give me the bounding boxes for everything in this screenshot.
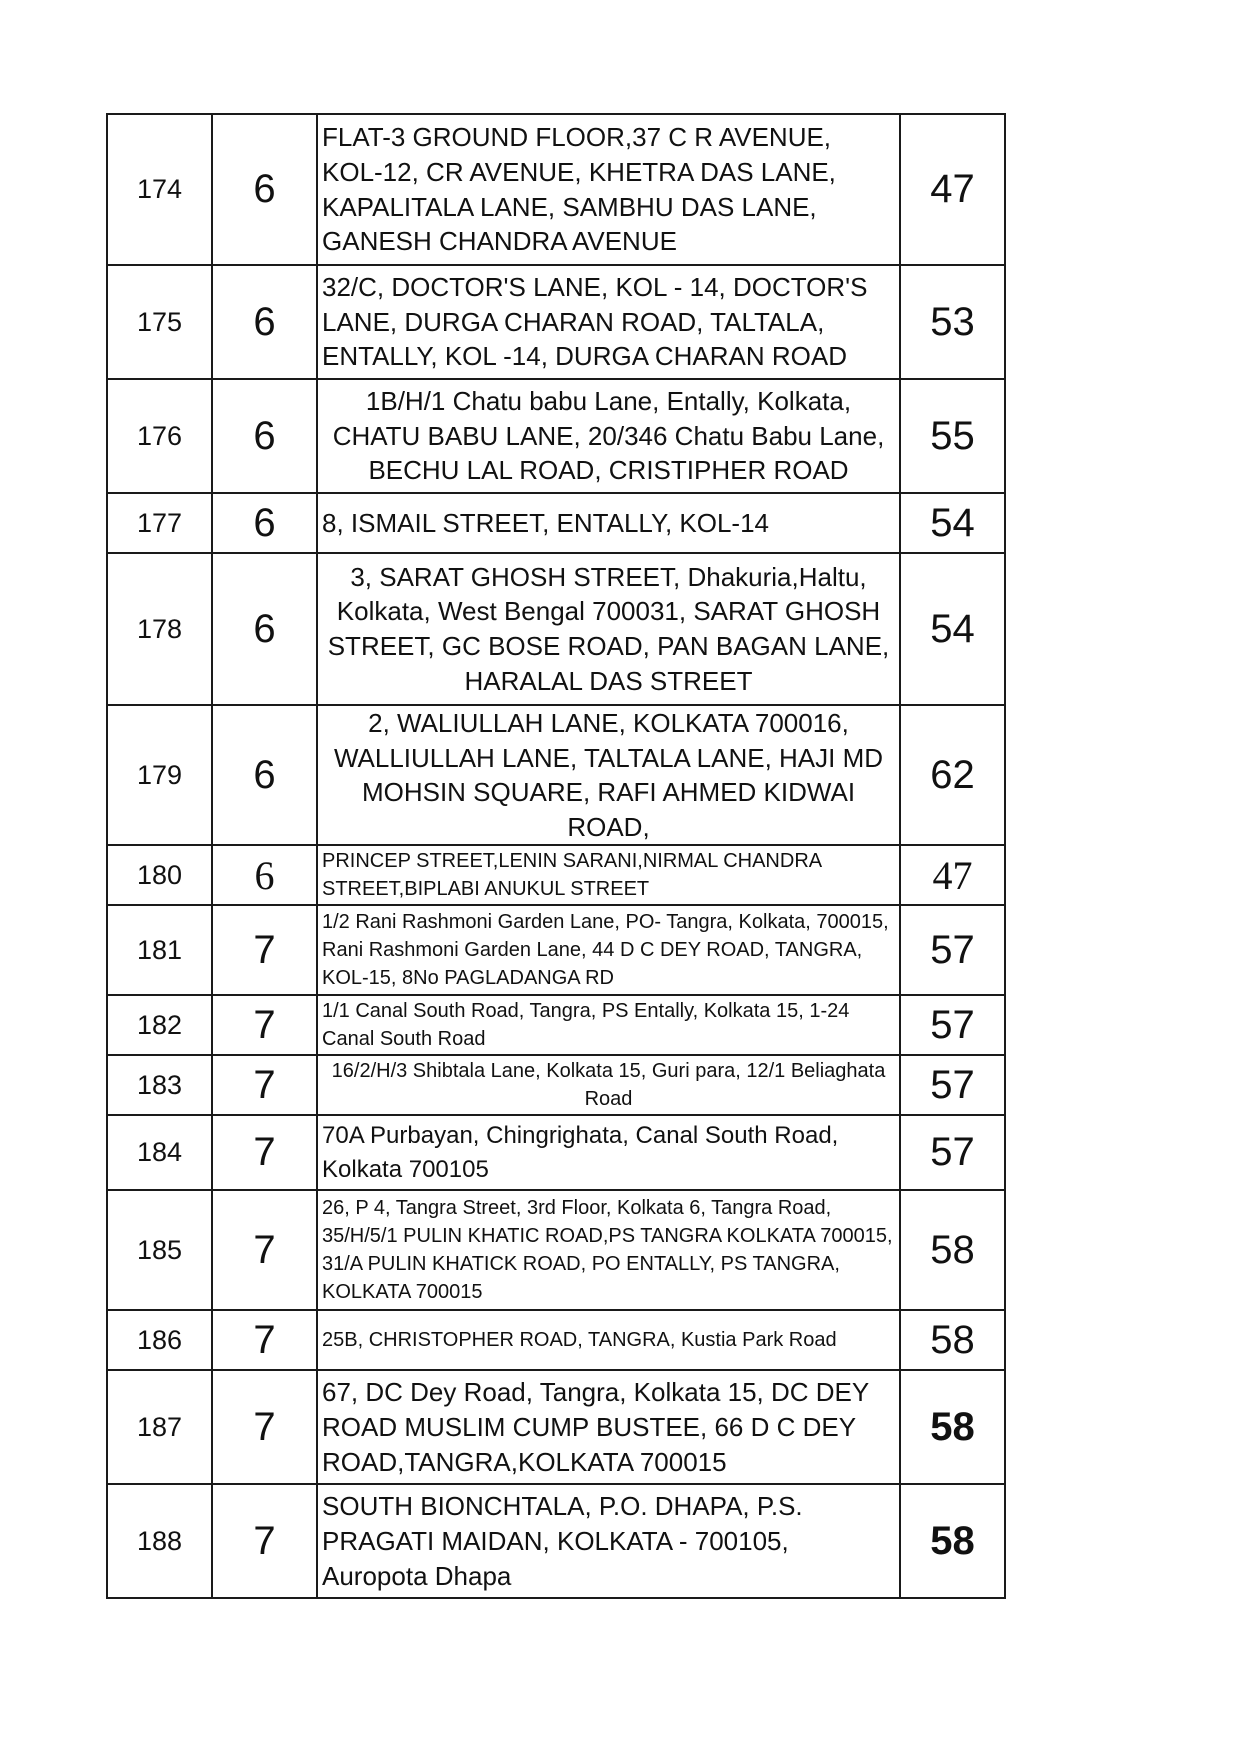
ward-number-cell: 6: [212, 265, 317, 379]
address-cell: 1/2 Rani Rashmoni Garden Lane, PO- Tangra, Kolkata, 700015, Rani Rashmoni Garden Lane, 44 D C DEY ROAD, TANGRA, KOL-15, 8No PAGLADANGA RD: [317, 905, 900, 995]
count-cell: 58: [900, 1484, 1005, 1598]
count-cell: 57: [900, 1115, 1005, 1190]
serial-number-cell: 181: [107, 905, 212, 995]
count-cell: 57: [900, 995, 1005, 1055]
table-row: [107, 265, 1005, 379]
ward-number-cell: 6: [212, 379, 317, 493]
ward-number-cell: 7: [212, 1115, 317, 1190]
serial-number-cell: 184: [107, 1115, 212, 1190]
serial-number-cell: 183: [107, 1055, 212, 1115]
ward-number-cell: 7: [212, 1484, 317, 1598]
count-cell: 54: [900, 493, 1005, 553]
ward-number-cell: 6: [212, 705, 317, 845]
serial-number-cell: 176: [107, 379, 212, 493]
ward-number-cell: 6: [212, 493, 317, 553]
serial-number-cell: 179: [107, 705, 212, 845]
serial-number-cell: 187: [107, 1370, 212, 1484]
table-row: [107, 995, 1005, 1055]
table-row: [107, 1310, 1005, 1370]
ward-number-cell: 7: [212, 905, 317, 995]
serial-number-cell: 175: [107, 265, 212, 379]
serial-number-cell: 174: [107, 114, 212, 265]
table-row: [107, 553, 1005, 705]
count-cell: 57: [900, 905, 1005, 995]
ward-number-cell: 6: [212, 553, 317, 705]
count-cell: 57: [900, 1055, 1005, 1115]
serial-number-cell: 182: [107, 995, 212, 1055]
table-row: [107, 1484, 1005, 1598]
address-cell: 3, SARAT GHOSH STREET, Dhakuria,Haltu, Kolkata, West Bengal 700031, SARAT GHOSH STREET, GC BOSE ROAD, PAN BAGAN LANE, HARALAL DAS STREET: [317, 553, 900, 705]
table-row: [107, 379, 1005, 493]
count-cell: 58: [900, 1370, 1005, 1484]
address-cell: 16/2/H/3 Shibtala Lane, Kolkata 15, Guri para, 12/1 Beliaghata Road: [317, 1055, 900, 1115]
table-row: [107, 1370, 1005, 1484]
count-cell: 58: [900, 1310, 1005, 1370]
ward-number-cell: 7: [212, 1055, 317, 1115]
address-cell: PRINCEP STREET,LENIN SARANI,NIRMAL CHANDRA STREET,BIPLABI ANUKUL STREET: [317, 845, 900, 905]
address-cell: 26, P 4, Tangra Street, 3rd Floor, Kolkata 6, Tangra Road, 35/H/5/1 PULIN KHATIC ROAD,PS TANGRA KOLKATA 700015, 31/A PULIN KHATICK ROAD, PO ENTALLY, PS TANGRA, KOLKATA 700015: [317, 1190, 900, 1310]
count-cell: 47: [900, 114, 1005, 265]
table-row: [107, 493, 1005, 553]
table-row: [107, 1055, 1005, 1115]
table-row: [107, 705, 1005, 845]
serial-number-cell: 177: [107, 493, 212, 553]
serial-number-cell: 178: [107, 553, 212, 705]
serial-number-cell: 185: [107, 1190, 212, 1310]
address-cell: 1B/H/1 Chatu babu Lane, Entally, Kolkata, CHATU BABU LANE, 20/346 Chatu Babu Lane, BECHU LAL ROAD, CRISTIPHER ROAD: [317, 379, 900, 493]
count-cell: 58: [900, 1190, 1005, 1310]
count-cell: 47: [900, 845, 1005, 905]
address-cell: 25B, CHRISTOPHER ROAD, TANGRA, Kustia Park Road: [317, 1310, 900, 1370]
serial-number-cell: 186: [107, 1310, 212, 1370]
address-cell: 67, DC Dey Road, Tangra, Kolkata 15, DC DEY ROAD MUSLIM CUMP BUSTEE, 66 D C DEY ROAD,TANGRA,KOLKATA 700015: [317, 1370, 900, 1484]
table-row: [107, 905, 1005, 995]
serial-number-cell: 188: [107, 1484, 212, 1598]
count-cell: 62: [900, 705, 1005, 845]
address-cell: FLAT-3 GROUND FLOOR,37 C R AVENUE, KOL-12, CR AVENUE, KHETRA DAS LANE, KAPALITALA LANE, SAMBHU DAS LANE, GANESH CHANDRA AVENUE: [317, 114, 900, 265]
table-row: [107, 1115, 1005, 1190]
ward-number-cell: 6: [212, 114, 317, 265]
ward-number-cell: 6: [212, 845, 317, 905]
ward-number-cell: 7: [212, 995, 317, 1055]
ward-number-cell: 7: [212, 1190, 317, 1310]
count-cell: 55: [900, 379, 1005, 493]
address-cell: 32/C, DOCTOR'S LANE, KOL - 14, DOCTOR'S LANE, DURGA CHARAN ROAD, TALTALA, ENTALLY, KOL -14, DURGA CHARAN ROAD: [317, 265, 900, 379]
count-cell: 54: [900, 553, 1005, 705]
address-table: [106, 113, 1006, 1599]
ward-number-cell: 7: [212, 1310, 317, 1370]
address-cell: 2, WALIULLAH LANE, KOLKATA 700016, WALLIULLAH LANE, TALTALA LANE, HAJI MD MOHSIN SQUARE, RAFI AHMED KIDWAI ROAD,: [317, 705, 900, 845]
address-cell: 70A Purbayan, Chingrighata, Canal South Road, Kolkata 700105: [317, 1115, 900, 1190]
table-row: [107, 1190, 1005, 1310]
address-cell: 1/1 Canal South Road, Tangra, PS Entally, Kolkata 15, 1-24 Canal South Road: [317, 995, 900, 1055]
address-cell: 8, ISMAIL STREET, ENTALLY, KOL-14: [317, 493, 900, 553]
count-cell: 53: [900, 265, 1005, 379]
address-table-body: [107, 114, 1005, 1598]
serial-number-cell: 180: [107, 845, 212, 905]
table-row: [107, 114, 1005, 265]
table-row: [107, 845, 1005, 905]
ward-number-cell: 7: [212, 1370, 317, 1484]
address-cell: SOUTH BIONCHTALA, P.O. DHAPA, P.S. PRAGATI MAIDAN, KOLKATA - 700105, Auropota Dhapa: [317, 1484, 900, 1598]
